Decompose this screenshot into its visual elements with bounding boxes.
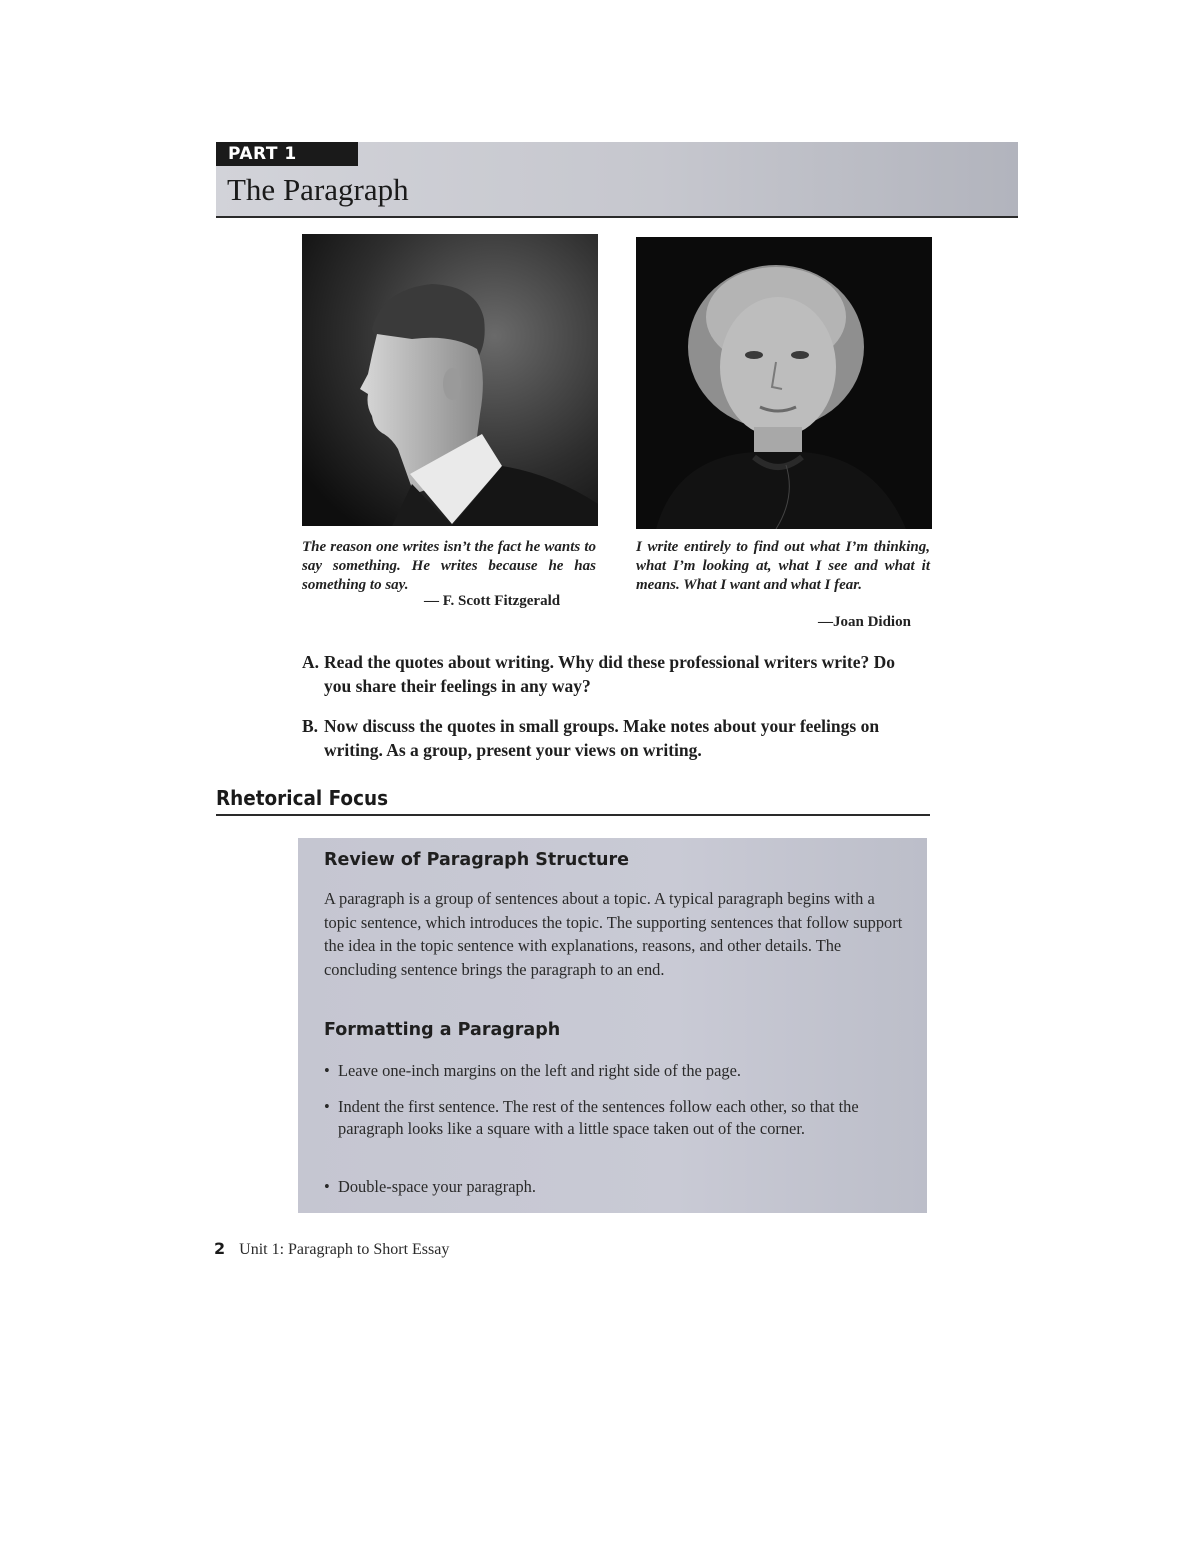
paragraph-info-box — [298, 838, 927, 1213]
bullet-text: Leave one-inch margins on the left and right side of the page. — [338, 1061, 741, 1080]
section-heading — [216, 786, 930, 816]
format-bullet — [324, 1060, 909, 1082]
question-b-letter: B. — [302, 716, 319, 736]
fitzgerald-portrait-photo — [302, 234, 598, 526]
page-title: The Paragraph — [227, 172, 409, 207]
question-a-text: Read the quotes about writing. Why did these professional writers write? Do you share their feelings in any way? — [324, 652, 896, 696]
section-heading-text: Rhetorical Focus — [216, 786, 389, 810]
bullet-symbol: • — [324, 1177, 330, 1196]
fitzgerald-attribution: — F. Scott Fitzgerald — [424, 593, 561, 609]
review-paragraph: A paragraph is a group of sentences about a topic. A typical paragraph begins with a topic sentence, which introduces the topic. The supporting sentences that follow support the idea in the topic sentence with explanations, reasons, and other details. The concluding sentence brings the paragraph to an end. — [324, 889, 903, 979]
didion-quote: I write entirely to find out what I’m thinking, what I’m looking at, what I see and what it means. What I want and what I fear. — [636, 539, 930, 593]
question-a — [302, 650, 912, 698]
formatting-heading: Formatting a Paragraph — [324, 1020, 561, 1040]
didion-portrait-photo — [636, 237, 932, 529]
part-banner — [216, 142, 1018, 218]
running-title: Unit 1: Paragraph to Short Essay — [239, 1241, 450, 1258]
bullet-text: Indent the first sentence. The rest of the sentences follow each other, so that the paragraph looks like a square with a little space taken out of the corner. — [338, 1097, 859, 1138]
page-footer — [214, 1239, 449, 1259]
question-b-text: Now discuss the quotes in small groups. Make notes about your feelings on writing. As a group, present your views on writing. — [324, 716, 880, 760]
part-label: PART 1 — [216, 142, 358, 166]
bullet-text: Double-space your paragraph. — [338, 1177, 536, 1196]
format-bullet — [324, 1176, 909, 1198]
bullet-symbol: • — [324, 1097, 330, 1116]
fitzgerald-quote: The reason one writes isn’t the fact he wants to say something. He writes because he has something to say. — [302, 539, 596, 593]
question-a-letter: A. — [302, 652, 320, 672]
page-number: 2 — [214, 1239, 226, 1258]
didion-attribution: —Joan Didion — [818, 614, 911, 630]
question-b — [302, 714, 912, 762]
format-bullet — [324, 1096, 909, 1140]
review-heading: Review of Paragraph Structure — [324, 850, 630, 870]
bullet-symbol: • — [324, 1061, 330, 1080]
